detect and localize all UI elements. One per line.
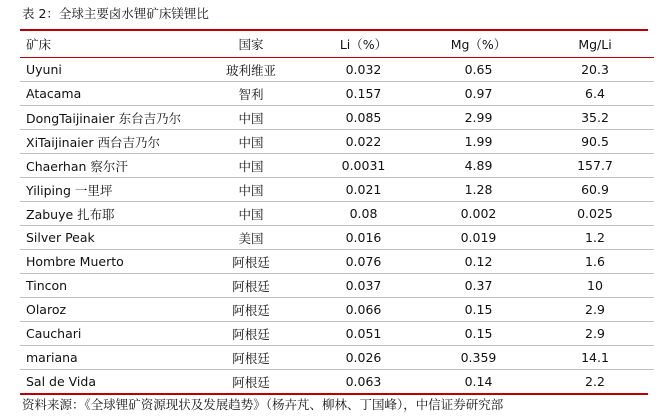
header-mg-li-ratio: Mg/Li bbox=[536, 31, 654, 58]
cell-li: 0.076 bbox=[306, 250, 421, 274]
cell-mg: 4.89 bbox=[421, 154, 536, 178]
cell-country: 阿根廷 bbox=[196, 346, 306, 370]
cell-li: 0.037 bbox=[306, 274, 421, 298]
cell-mg-li-ratio: 60.9 bbox=[536, 178, 654, 202]
table-row bbox=[20, 298, 654, 322]
cell-country: 玻利维亚 bbox=[196, 58, 306, 82]
source-note: 资料来源：《全球锂矿资源现状及发展趋势》（杨卉芃、柳林、丁国峰），中信证券研究部 bbox=[22, 397, 504, 412]
cell-mg-li-ratio: 2.9 bbox=[536, 298, 654, 322]
cell-country: 阿根廷 bbox=[196, 274, 306, 298]
table-row bbox=[20, 58, 654, 82]
cell-li: 0.08 bbox=[306, 202, 421, 226]
cell-mg-li-ratio: 90.5 bbox=[536, 130, 654, 154]
cell-mg: 1.99 bbox=[421, 130, 536, 154]
cell-deposit: Olaroz bbox=[20, 298, 196, 322]
cell-mg: 0.65 bbox=[421, 58, 536, 82]
cell-mg-li-ratio: 20.3 bbox=[536, 58, 654, 82]
cell-mg: 0.12 bbox=[421, 250, 536, 274]
cell-li: 0.063 bbox=[345, 374, 382, 389]
table-row bbox=[20, 106, 654, 130]
header-li: Li（%） bbox=[306, 31, 421, 58]
cell-deposit: DongTaijinaier 东台吉乃尔 bbox=[20, 106, 196, 130]
cell-country: 美国 bbox=[196, 226, 306, 250]
cell-mg-li-ratio: 1.2 bbox=[536, 226, 654, 250]
table-row bbox=[20, 346, 654, 370]
cell-deposit: Hombre Muerto bbox=[20, 250, 196, 274]
cell-li: 0.016 bbox=[306, 226, 421, 250]
cell-deposit: Cauchari bbox=[20, 322, 196, 346]
cell-mg-li-ratio: 2.9 bbox=[536, 322, 654, 346]
cell-mg-li-ratio: 10 bbox=[536, 274, 654, 298]
table-row bbox=[20, 226, 654, 250]
cell-li: 0.021 bbox=[306, 178, 421, 202]
cell-country: 阿根廷 bbox=[196, 322, 306, 346]
cell-country: 智利 bbox=[196, 82, 306, 106]
cell-mg: 0.359 bbox=[421, 346, 536, 370]
cell-li: 0.066 bbox=[306, 298, 421, 322]
cell-li: 0.022 bbox=[306, 130, 421, 154]
cell-mg: 0.15 bbox=[421, 322, 536, 346]
cell-deposit: Tincon bbox=[20, 274, 196, 298]
cell-li: 0.085 bbox=[306, 106, 421, 130]
cell-mg-li-ratio: 6.4 bbox=[536, 82, 654, 106]
data-table-container bbox=[20, 29, 648, 395]
cell-country: 中国 bbox=[196, 178, 306, 202]
cell-mg: 0.37 bbox=[421, 274, 536, 298]
cell-deposit: Atacama bbox=[20, 82, 196, 106]
table-row bbox=[20, 130, 654, 154]
cell-li: 0.0031 bbox=[306, 154, 421, 178]
cell-li: 0.157 bbox=[306, 82, 421, 106]
table-row bbox=[20, 202, 654, 226]
cell-mg: 0.14 bbox=[464, 374, 493, 389]
table-row bbox=[20, 274, 654, 298]
table-row bbox=[20, 82, 654, 106]
cell-deposit: Uyuni bbox=[20, 58, 196, 82]
table-caption: 表 2：全球主要卤水锂矿床镁锂比 bbox=[22, 6, 209, 21]
cell-mg-li-ratio: 0.025 bbox=[536, 202, 654, 226]
table-row bbox=[20, 154, 654, 178]
table-row bbox=[20, 370, 654, 394]
cell-mg: 2.99 bbox=[421, 106, 536, 130]
cell-deposit: Yiliping 一里坪 bbox=[20, 178, 196, 202]
header-country: 国家 bbox=[196, 31, 306, 58]
cell-li: 0.032 bbox=[306, 58, 421, 82]
cell-mg: 1.28 bbox=[421, 178, 536, 202]
cell-mg-li-ratio: 157.7 bbox=[536, 154, 654, 178]
table-body bbox=[20, 58, 654, 394]
cell-mg: 0.002 bbox=[421, 202, 536, 226]
cell-country: 中国 bbox=[196, 202, 306, 226]
table-row bbox=[20, 178, 654, 202]
cell-country: 阿根廷 bbox=[232, 374, 270, 390]
table-header-row bbox=[20, 31, 654, 58]
cell-mg-li-ratio: 2.2 bbox=[585, 374, 605, 389]
cell-deposit: Zabuye 扎布耶 bbox=[20, 202, 196, 226]
header-mg: Mg（%） bbox=[421, 31, 536, 58]
lithium-brine-table bbox=[20, 31, 654, 393]
cell-country: 中国 bbox=[196, 106, 306, 130]
cell-deposit: Silver Peak bbox=[20, 226, 196, 250]
table-row bbox=[20, 250, 654, 274]
cell-li: 0.051 bbox=[306, 322, 421, 346]
cell-mg-li-ratio: 35.2 bbox=[536, 106, 654, 130]
cell-deposit: XiTaijinaier 西台吉乃尔 bbox=[20, 130, 196, 154]
cell-li: 0.026 bbox=[306, 346, 421, 370]
cell-deposit: Sal de Vida bbox=[26, 374, 96, 389]
cell-country: 阿根廷 bbox=[196, 298, 306, 322]
table-row bbox=[20, 322, 654, 346]
cell-deposit: mariana bbox=[20, 346, 196, 370]
header-deposit: 矿床 bbox=[20, 31, 196, 58]
cell-country: 阿根廷 bbox=[196, 250, 306, 274]
cell-mg-li-ratio: 1.6 bbox=[536, 250, 654, 274]
cell-country: 中国 bbox=[196, 130, 306, 154]
cell-mg: 0.019 bbox=[421, 226, 536, 250]
cell-deposit: Chaerhan 察尔汗 bbox=[20, 154, 196, 178]
cell-country: 中国 bbox=[196, 154, 306, 178]
cell-mg: 0.15 bbox=[421, 298, 536, 322]
cell-mg-li-ratio: 14.1 bbox=[536, 346, 654, 370]
cell-mg: 0.97 bbox=[421, 82, 536, 106]
